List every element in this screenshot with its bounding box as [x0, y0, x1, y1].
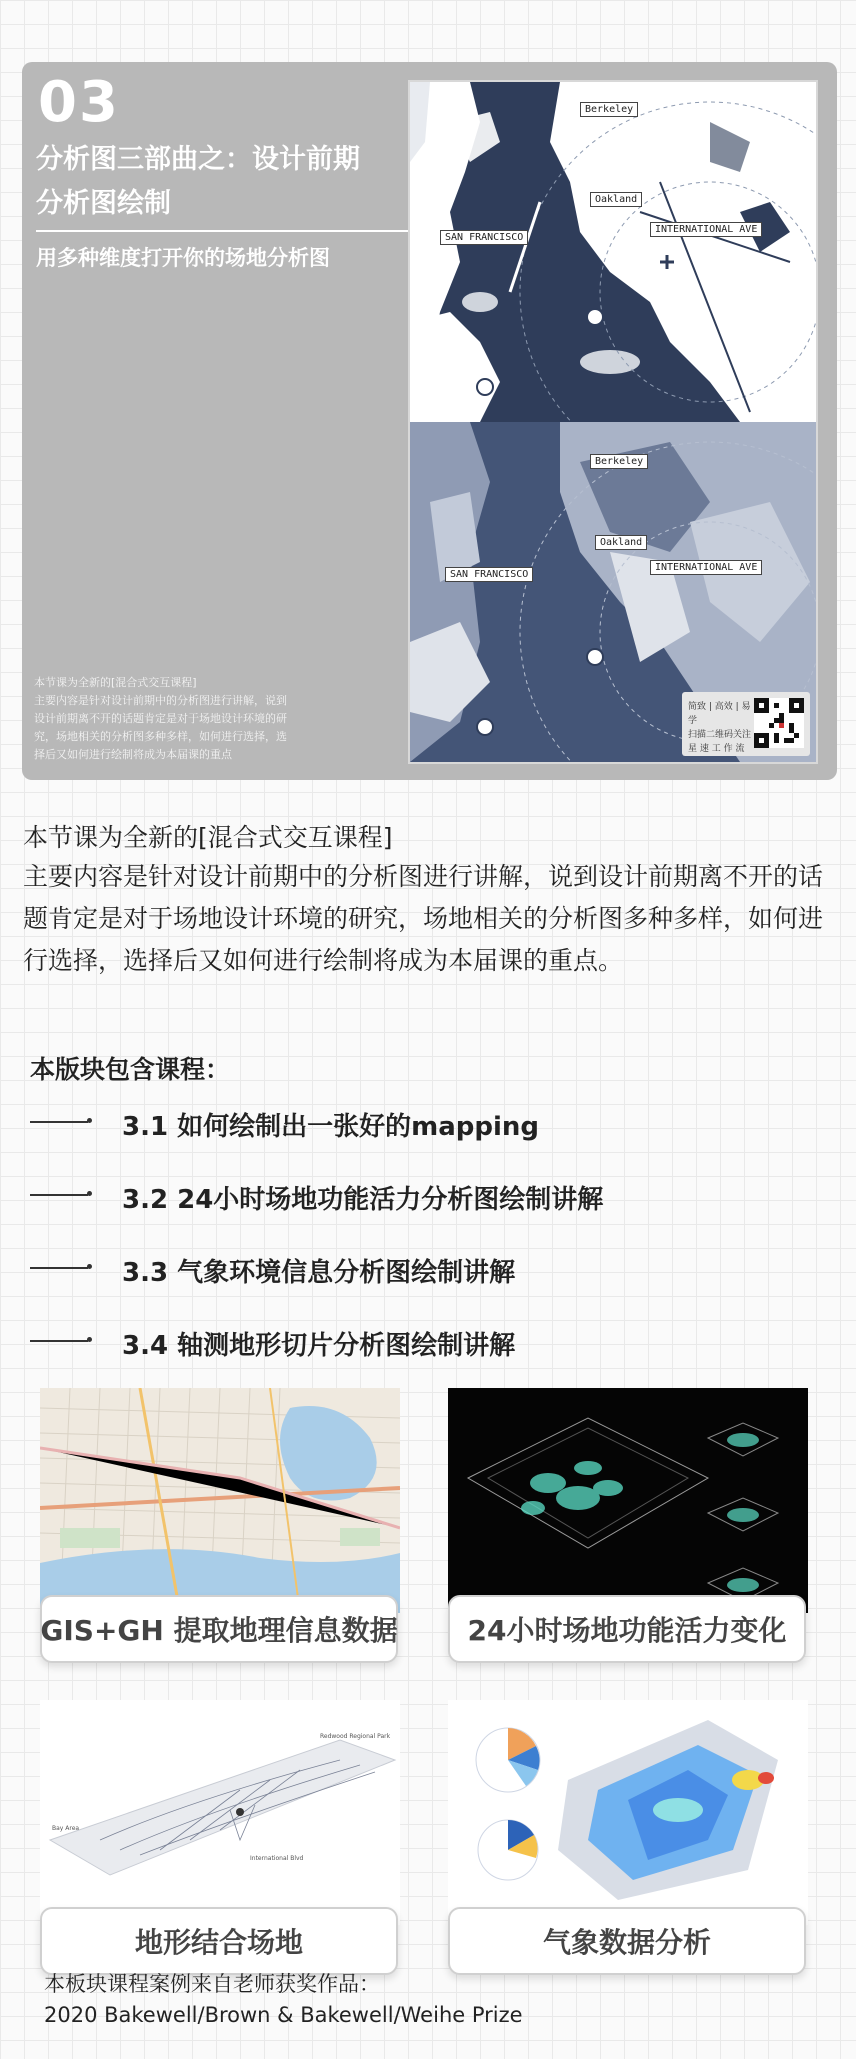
hero-note-line: 设计前期离不开的话题肯定是对于场地设计环境的研: [34, 712, 287, 725]
map-label-berkeley: Berkeley: [580, 102, 638, 117]
course-item: [30, 1175, 730, 1215]
hero-title: [36, 138, 416, 226]
qr-text-line3: 星 速 工 作 流: [688, 744, 745, 754]
footer-credit-line2: 2020 Bakewell/Brown & Bakewell/Weihe Prize: [44, 2003, 523, 2027]
thumbnail-caption: GIS+GH 提取地理信息数据: [40, 1595, 398, 1663]
hero-note-line: 究，场地相关的分析图多种多样，如何进行选择，选: [34, 730, 287, 743]
thumbnail-weather: [448, 1700, 808, 1990]
arrow-line-icon: [30, 1121, 88, 1123]
qr-box: [682, 692, 810, 756]
bay-area-map: [408, 80, 818, 764]
course-item: [30, 1321, 730, 1361]
map-label-oakland: Oakland: [590, 192, 642, 207]
weather-image: [448, 1700, 808, 1925]
section-number: 03: [38, 70, 120, 135]
course-title: 3.4 轴测地形切片分析图绘制讲解: [122, 1331, 516, 1361]
qr-text: [688, 700, 758, 756]
hero-note-line: 主要内容是针对设计前期中的分析图进行讲解，说到: [34, 694, 287, 707]
arrow-line-icon: [30, 1267, 88, 1269]
hero-title-line2: 分析图绘制: [36, 188, 171, 219]
thumbnail-gis: [40, 1388, 400, 1678]
course-item: [30, 1248, 730, 1288]
map-graphic: [410, 82, 816, 762]
map-label-berkeley-2: Berkeley: [590, 454, 648, 469]
map-label-oakland-2: Oakland: [595, 535, 647, 550]
svg-text:Redwood Regional Park: Redwood Regional Park: [320, 1733, 391, 1740]
qr-text-line2: 扫描二维码关注: [688, 730, 752, 740]
map-label-sf-2: SAN FRANCISCO: [445, 567, 533, 582]
hero-note-line: 本节课为全新的[混合式交互课程]: [34, 676, 197, 689]
svg-text:International Blvd: International Blvd: [250, 1855, 304, 1862]
courses-heading: 本版块包含课程：: [30, 1055, 231, 1084]
map-label-intl-ave: INTERNATIONAL AVE: [650, 222, 762, 237]
gis-map-image: [40, 1388, 400, 1613]
thumbnail-caption: 气象数据分析: [448, 1907, 806, 1975]
arrow-line-icon: [30, 1194, 88, 1196]
footer-credit-line1: 本板块课程案例来自老师获奖作品：: [44, 1972, 380, 1996]
arrow-line-icon: [30, 1340, 88, 1342]
hero-note-line: 择后又如何进行绘制将成为本届课的重点: [34, 748, 232, 761]
activity-model-image: [448, 1388, 808, 1613]
map-label-intl-ave-2: INTERNATIONAL AVE: [650, 560, 762, 575]
qr-text-line1: 简致 | 高效 | 易学: [688, 702, 751, 726]
thumbnail-caption: 地形结合场地: [40, 1907, 398, 1975]
intro-line1: 本节课为全新的[混合式交互课程]: [23, 823, 393, 852]
course-title: 3.3 气象环境信息分析图绘制讲解: [122, 1258, 516, 1288]
course-item: [30, 1102, 730, 1142]
hero-divider: [36, 230, 408, 232]
hero-note: [34, 674, 344, 764]
course-title: 3.2 24小时场地功能活力分析图绘制讲解: [122, 1185, 604, 1215]
terrain-image: [40, 1700, 400, 1925]
hero-subtitle: 用多种维度打开你的场地分析图: [36, 246, 330, 270]
hero-card: [22, 62, 837, 780]
thumbnail-activity: [448, 1388, 808, 1678]
qr-code-icon[interactable]: [754, 698, 804, 748]
intro-body: 主要内容是针对设计前期中的分析图进行讲解，说到设计前期离不开的话题肯定是对于场地设计环境的研究，场地相关的分析图多种多样，如何进行选择，选择后又如何进行绘制将成为本届课的重点。: [23, 862, 824, 975]
thumbnail-caption: 24小时场地功能活力变化: [448, 1595, 806, 1663]
course-title: 3.1 如何绘制出一张好的mapping: [122, 1112, 540, 1142]
hero-title-line1: 分析图三部曲之：设计前期: [36, 144, 360, 175]
map-label-sf: SAN FRANCISCO: [440, 230, 528, 245]
svg-text:Bay Area: Bay Area: [52, 1825, 80, 1832]
thumbnail-terrain: [40, 1700, 400, 1990]
